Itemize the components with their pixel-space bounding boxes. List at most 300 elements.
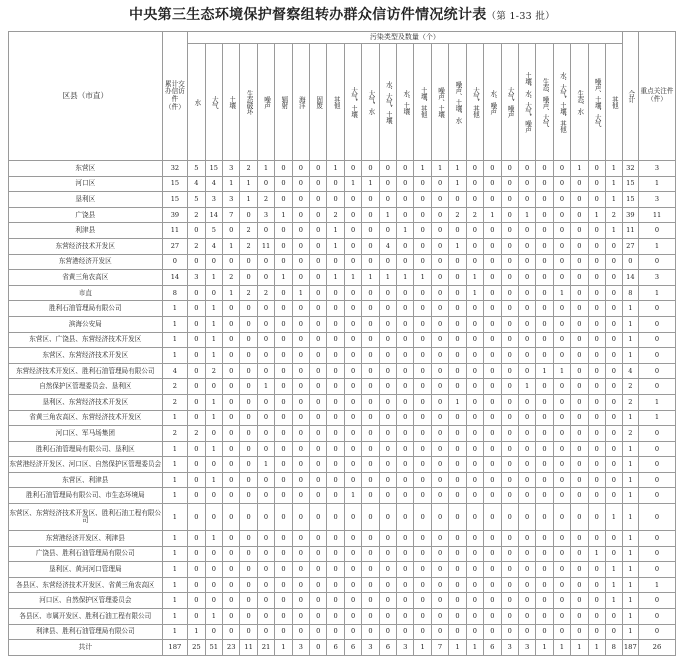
pollution-count-cell: 0 — [275, 472, 292, 488]
region-cell: 利津县、胜利石油管理局有限公司 — [9, 624, 163, 640]
pollution-count-cell: 0 — [414, 562, 431, 578]
pollution-count-cell: 0 — [518, 504, 535, 531]
key-focus-cell: 0 — [639, 254, 676, 270]
key-focus-cell: 1 — [639, 238, 676, 254]
table-row — [9, 207, 676, 223]
region-cell: 东营港经济开发区 — [9, 254, 163, 270]
pollution-count-cell: 0 — [588, 254, 605, 270]
pollution-count-cell: 0 — [605, 609, 622, 625]
pollution-count-cell: 0 — [310, 285, 327, 301]
pollution-count-cell: 0 — [466, 546, 483, 562]
pollution-count-cell: 0 — [414, 441, 431, 457]
sum-cell: 1 — [622, 504, 638, 531]
table-row — [9, 562, 676, 578]
pollution-count-cell: 0 — [257, 394, 274, 410]
header-pollution-type: 其他 — [327, 44, 344, 161]
pollution-count-cell: 1 — [205, 441, 222, 457]
pollution-count-cell: 0 — [536, 379, 553, 395]
pollution-count-cell: 0 — [501, 562, 518, 578]
pollution-count-cell: 0 — [536, 254, 553, 270]
pollution-count-cell: 0 — [257, 472, 274, 488]
pollution-count-cell: 0 — [605, 363, 622, 379]
cumulative-cell: 1 — [162, 609, 188, 625]
pollution-count-cell: 0 — [588, 593, 605, 609]
pollution-count-cell: 1 — [571, 161, 588, 177]
pollution-count-cell: 0 — [327, 562, 344, 578]
pollution-count-cell: 0 — [275, 426, 292, 442]
pollution-count-cell: 0 — [379, 546, 396, 562]
total-row — [9, 640, 676, 656]
key-focus-cell: 0 — [639, 457, 676, 473]
pollution-count-cell: 0 — [257, 562, 274, 578]
pollution-count-cell: 0 — [553, 410, 570, 426]
sum-cell: 14 — [622, 270, 638, 286]
pollution-count-cell: 0 — [223, 394, 240, 410]
pollution-count-cell: 0 — [292, 394, 309, 410]
pollution-count-cell: 1 — [553, 285, 570, 301]
pollution-count-cell: 0 — [223, 504, 240, 531]
pollution-count-cell: 0 — [362, 348, 379, 364]
pollution-count-cell: 0 — [518, 531, 535, 547]
pollution-count-cell: 0 — [362, 254, 379, 270]
pollution-count-cell: 0 — [536, 472, 553, 488]
header-region: 区县（市直） — [9, 32, 163, 161]
pollution-count-cell: 1 — [327, 270, 344, 286]
pollution-count-cell: 0 — [501, 546, 518, 562]
cumulative-cell: 15 — [162, 192, 188, 208]
pollution-count-cell: 0 — [501, 223, 518, 239]
pollution-count-cell: 3 — [205, 192, 222, 208]
region-cell: 利津县 — [9, 223, 163, 239]
header-pollution-type: 生态破坏 — [240, 44, 257, 161]
cumulative-cell: 1 — [162, 531, 188, 547]
pollution-count-cell: 0 — [223, 223, 240, 239]
header-pollution-type: 土壤 — [223, 44, 240, 161]
pollution-count-cell: 0 — [605, 238, 622, 254]
region-cell: 胜利石油管理局有限公司、垦利区 — [9, 441, 163, 457]
table-row — [9, 238, 676, 254]
sum-cell: 0 — [622, 254, 638, 270]
pollution-count-cell: 0 — [275, 238, 292, 254]
pollution-count-cell: 0 — [553, 379, 570, 395]
region-cell: 东营港经济开发区、河口区、自然保护区管理委员会 — [9, 457, 163, 473]
pollution-count-cell: 0 — [275, 609, 292, 625]
pollution-count-cell: 0 — [292, 577, 309, 593]
pollution-count-cell: 0 — [397, 457, 414, 473]
pollution-count-cell: 0 — [344, 223, 361, 239]
pollution-count-cell: 0 — [344, 504, 361, 531]
table-row — [9, 624, 676, 640]
pollution-count-cell: 2 — [240, 238, 257, 254]
pollution-count-cell: 0 — [553, 441, 570, 457]
pollution-count-cell: 0 — [431, 332, 448, 348]
cumulative-cell: 1 — [162, 316, 188, 332]
pollution-count-cell: 0 — [501, 363, 518, 379]
pollution-count-cell: 0 — [292, 472, 309, 488]
total-cell: 6 — [327, 640, 344, 656]
pollution-count-cell: 0 — [397, 577, 414, 593]
table-row — [9, 348, 676, 364]
pollution-count-cell: 0 — [188, 254, 205, 270]
pollution-count-cell: 1 — [518, 207, 535, 223]
pollution-count-cell: 0 — [571, 270, 588, 286]
pollution-count-cell: 0 — [344, 379, 361, 395]
pollution-count-cell: 0 — [501, 410, 518, 426]
sum-cell: 1 — [622, 624, 638, 640]
pollution-count-cell: 0 — [292, 609, 309, 625]
table-row — [9, 285, 676, 301]
pollution-count-cell: 0 — [275, 488, 292, 504]
pollution-count-cell: 0 — [553, 270, 570, 286]
pollution-count-cell: 0 — [188, 562, 205, 578]
pollution-count-cell: 0 — [571, 379, 588, 395]
pollution-count-cell: 0 — [310, 546, 327, 562]
pollution-count-cell: 0 — [484, 238, 501, 254]
pollution-count-cell: 0 — [240, 457, 257, 473]
pollution-count-cell: 0 — [362, 316, 379, 332]
pollution-count-cell: 0 — [449, 301, 466, 317]
pollution-count-cell: 3 — [257, 207, 274, 223]
header-pollution-type: 生态、水 — [571, 44, 588, 161]
pollution-count-cell: 0 — [292, 379, 309, 395]
pollution-count-cell: 11 — [257, 238, 274, 254]
pollution-count-cell: 0 — [275, 192, 292, 208]
pollution-count-cell: 0 — [518, 609, 535, 625]
pollution-count-cell: 0 — [536, 192, 553, 208]
pollution-count-cell: 0 — [188, 457, 205, 473]
pollution-count-cell: 0 — [397, 441, 414, 457]
cumulative-cell: 8 — [162, 285, 188, 301]
pollution-count-cell: 0 — [449, 223, 466, 239]
pollution-count-cell: 0 — [188, 488, 205, 504]
pollution-count-cell: 0 — [536, 332, 553, 348]
pollution-count-cell: 0 — [292, 316, 309, 332]
pollution-count-cell: 0 — [484, 593, 501, 609]
pollution-count-cell: 0 — [414, 488, 431, 504]
pollution-count-cell: 0 — [397, 238, 414, 254]
pollution-count-cell: 0 — [553, 332, 570, 348]
pollution-count-cell: 0 — [536, 316, 553, 332]
key-focus-cell: 1 — [639, 577, 676, 593]
pollution-count-cell: 0 — [275, 441, 292, 457]
sum-cell: 1 — [622, 348, 638, 364]
header-pollution-type: 噪声、土壤、大气 — [588, 44, 605, 161]
pollution-count-cell: 0 — [484, 348, 501, 364]
sum-cell: 2 — [622, 426, 638, 442]
header-pollution-type: 固废 — [310, 44, 327, 161]
pollution-count-cell: 0 — [397, 176, 414, 192]
pollution-count-cell: 0 — [240, 394, 257, 410]
pollution-count-cell: 0 — [344, 426, 361, 442]
pollution-count-cell: 0 — [518, 546, 535, 562]
region-cell: 东营区、利津县 — [9, 472, 163, 488]
region-cell: 垦利区、黄河河口管理局 — [9, 562, 163, 578]
sum-cell: 1 — [622, 301, 638, 317]
pollution-count-cell: 0 — [466, 577, 483, 593]
header-pollution-type: 大气、噪声 — [501, 44, 518, 161]
pollution-count-cell: 0 — [310, 161, 327, 177]
cumulative-cell: 1 — [162, 562, 188, 578]
pollution-count-cell: 0 — [484, 410, 501, 426]
pollution-count-cell: 0 — [310, 254, 327, 270]
pollution-count-cell: 0 — [605, 332, 622, 348]
pollution-count-cell: 0 — [257, 254, 274, 270]
pollution-count-cell: 1 — [536, 363, 553, 379]
pollution-count-cell: 0 — [501, 457, 518, 473]
pollution-count-cell: 0 — [449, 348, 466, 364]
pollution-count-cell: 1 — [605, 562, 622, 578]
pollution-count-cell: 0 — [205, 593, 222, 609]
pollution-count-cell: 0 — [310, 223, 327, 239]
cumulative-cell: 2 — [162, 394, 188, 410]
pollution-count-cell: 0 — [205, 254, 222, 270]
pollution-count-cell: 1 — [484, 207, 501, 223]
sum-cell: 2 — [622, 379, 638, 395]
pollution-count-cell: 0 — [571, 410, 588, 426]
pollution-count-cell: 0 — [518, 176, 535, 192]
pollution-count-cell: 0 — [310, 531, 327, 547]
pollution-count-cell: 1 — [414, 270, 431, 286]
pollution-count-cell: 0 — [588, 426, 605, 442]
pollution-count-cell: 0 — [536, 426, 553, 442]
cumulative-cell: 2 — [162, 379, 188, 395]
pollution-count-cell: 0 — [240, 332, 257, 348]
pollution-count-cell: 1 — [397, 223, 414, 239]
pollution-count-cell: 0 — [344, 593, 361, 609]
pollution-count-cell: 0 — [414, 332, 431, 348]
pollution-count-cell: 0 — [240, 379, 257, 395]
pollution-count-cell: 0 — [553, 161, 570, 177]
pollution-count-cell: 0 — [536, 285, 553, 301]
pollution-count-cell: 0 — [571, 207, 588, 223]
table-row — [9, 316, 676, 332]
pollution-count-cell: 0 — [344, 410, 361, 426]
pollution-count-cell: 0 — [310, 457, 327, 473]
pollution-count-cell: 0 — [257, 363, 274, 379]
pollution-count-cell: 0 — [379, 332, 396, 348]
pollution-count-cell: 1 — [223, 238, 240, 254]
pollution-count-cell: 0 — [466, 238, 483, 254]
pollution-count-cell: 1 — [327, 223, 344, 239]
sum-cell: 1 — [622, 531, 638, 547]
pollution-count-cell: 0 — [536, 207, 553, 223]
pollution-count-cell: 0 — [379, 593, 396, 609]
pollution-count-cell: 0 — [431, 609, 448, 625]
pollution-count-cell: 0 — [275, 457, 292, 473]
pollution-count-cell: 0 — [536, 394, 553, 410]
pollution-count-cell: 0 — [292, 504, 309, 531]
pollution-count-cell: 0 — [362, 161, 379, 177]
pollution-count-cell: 0 — [518, 161, 535, 177]
pollution-count-cell: 0 — [501, 176, 518, 192]
key-focus-cell: 0 — [639, 472, 676, 488]
pollution-count-cell: 0 — [484, 223, 501, 239]
table-row — [9, 223, 676, 239]
pollution-count-cell: 0 — [484, 161, 501, 177]
pollution-count-cell: 0 — [553, 593, 570, 609]
pollution-count-cell: 0 — [257, 441, 274, 457]
sum-cell: 11 — [622, 223, 638, 239]
pollution-count-cell: 0 — [536, 531, 553, 547]
pollution-count-cell: 0 — [362, 577, 379, 593]
region-cell: 东营经济技术开发区 — [9, 238, 163, 254]
pollution-count-cell: 0 — [571, 624, 588, 640]
pollution-count-cell: 0 — [275, 577, 292, 593]
pollution-count-cell: 0 — [362, 472, 379, 488]
pollution-count-cell: 0 — [310, 379, 327, 395]
pollution-count-cell: 0 — [588, 161, 605, 177]
pollution-count-cell: 0 — [501, 426, 518, 442]
cumulative-cell: 0 — [162, 254, 188, 270]
pollution-count-cell: 2 — [257, 192, 274, 208]
table-row — [9, 301, 676, 317]
pollution-count-cell: 0 — [501, 472, 518, 488]
pollution-count-cell: 0 — [379, 562, 396, 578]
pollution-count-cell: 0 — [588, 332, 605, 348]
sum-cell: 1 — [622, 562, 638, 578]
total-cell: 21 — [257, 640, 274, 656]
pollution-count-cell: 4 — [188, 176, 205, 192]
pollution-count-cell: 0 — [240, 609, 257, 625]
pollution-count-cell: 1 — [344, 270, 361, 286]
key-focus-cell: 1 — [639, 394, 676, 410]
total-key-cell: 26 — [639, 640, 676, 656]
pollution-count-cell: 0 — [223, 562, 240, 578]
pollution-count-cell: 0 — [292, 593, 309, 609]
pollution-count-cell: 0 — [484, 301, 501, 317]
sum-cell: 1 — [622, 488, 638, 504]
sum-cell: 1 — [622, 546, 638, 562]
pollution-count-cell: 0 — [414, 348, 431, 364]
pollution-count-cell: 2 — [240, 223, 257, 239]
pollution-count-cell: 0 — [605, 270, 622, 286]
pollution-count-cell: 0 — [362, 624, 379, 640]
pollution-count-cell: 0 — [240, 316, 257, 332]
pollution-count-cell: 0 — [205, 504, 222, 531]
pollution-count-cell: 0 — [257, 176, 274, 192]
key-focus-cell: 1 — [639, 285, 676, 301]
pollution-count-cell: 0 — [292, 457, 309, 473]
pollution-count-cell: 0 — [501, 192, 518, 208]
table-row — [9, 254, 676, 270]
pollution-count-cell: 2 — [327, 207, 344, 223]
pollution-count-cell: 0 — [536, 441, 553, 457]
pollution-count-cell: 0 — [484, 363, 501, 379]
pollution-count-cell: 0 — [275, 531, 292, 547]
pollution-count-cell: 0 — [588, 301, 605, 317]
header-pollution-type: 噪声、土壤、水 — [449, 44, 466, 161]
table-header — [9, 32, 676, 161]
pollution-count-cell: 0 — [518, 223, 535, 239]
pollution-count-cell: 0 — [431, 254, 448, 270]
pollution-count-cell: 0 — [240, 301, 257, 317]
total-cell: 1 — [571, 640, 588, 656]
pollution-count-cell: 1 — [240, 192, 257, 208]
pollution-count-cell: 0 — [414, 301, 431, 317]
pollution-count-cell: 1 — [449, 238, 466, 254]
key-focus-cell: 0 — [639, 348, 676, 364]
pollution-count-cell: 0 — [605, 457, 622, 473]
pollution-count-cell: 0 — [379, 285, 396, 301]
pollution-count-cell: 0 — [223, 609, 240, 625]
pollution-count-cell: 0 — [588, 223, 605, 239]
total-cell: 6 — [379, 640, 396, 656]
pollution-count-cell: 0 — [501, 593, 518, 609]
pollution-count-cell: 0 — [501, 270, 518, 286]
pollution-count-cell: 0 — [414, 316, 431, 332]
pollution-count-cell: 0 — [553, 531, 570, 547]
pollution-count-cell: 0 — [466, 426, 483, 442]
pollution-count-cell: 0 — [466, 410, 483, 426]
pollution-count-cell: 0 — [327, 363, 344, 379]
sum-cell: 32 — [622, 161, 638, 177]
pollution-count-cell: 0 — [205, 488, 222, 504]
pollution-count-cell: 0 — [431, 472, 448, 488]
pollution-count-cell: 0 — [292, 161, 309, 177]
pollution-count-cell: 0 — [449, 379, 466, 395]
pollution-count-cell: 0 — [484, 394, 501, 410]
pollution-count-cell: 1 — [605, 504, 622, 531]
pollution-count-cell: 0 — [571, 394, 588, 410]
pollution-count-cell: 0 — [188, 472, 205, 488]
pollution-count-cell: 0 — [344, 394, 361, 410]
pollution-count-cell: 0 — [431, 488, 448, 504]
pollution-count-cell: 0 — [188, 577, 205, 593]
pollution-count-cell: 0 — [379, 441, 396, 457]
pollution-count-cell: 0 — [571, 546, 588, 562]
pollution-count-cell: 0 — [188, 223, 205, 239]
pollution-count-cell: 0 — [414, 254, 431, 270]
pollution-count-cell: 0 — [344, 285, 361, 301]
pollution-count-cell: 0 — [449, 488, 466, 504]
pollution-count-cell: 0 — [449, 562, 466, 578]
pollution-count-cell: 0 — [275, 176, 292, 192]
pollution-count-cell: 0 — [292, 441, 309, 457]
pollution-count-cell: 0 — [605, 348, 622, 364]
pollution-count-cell: 0 — [414, 379, 431, 395]
pollution-count-cell: 0 — [571, 363, 588, 379]
pollution-count-cell: 0 — [327, 301, 344, 317]
pollution-count-cell: 1 — [379, 270, 396, 286]
pollution-count-cell: 0 — [379, 577, 396, 593]
key-focus-cell: 0 — [639, 546, 676, 562]
pollution-count-cell: 0 — [310, 624, 327, 640]
pollution-count-cell: 1 — [379, 207, 396, 223]
pollution-count-cell: 0 — [362, 546, 379, 562]
key-focus-cell: 0 — [639, 488, 676, 504]
key-focus-cell: 0 — [639, 363, 676, 379]
key-focus-cell: 0 — [639, 531, 676, 547]
pollution-count-cell: 1 — [205, 270, 222, 286]
pollution-count-cell: 0 — [327, 285, 344, 301]
pollution-count-cell: 0 — [292, 301, 309, 317]
pollution-count-cell: 0 — [414, 426, 431, 442]
pollution-count-cell: 4 — [205, 176, 222, 192]
cumulative-cell: 1 — [162, 472, 188, 488]
pollution-count-cell: 0 — [240, 593, 257, 609]
pollution-count-cell: 0 — [257, 546, 274, 562]
pollution-count-cell: 0 — [449, 624, 466, 640]
pollution-count-cell: 0 — [501, 316, 518, 332]
pollution-count-cell: 0 — [379, 504, 396, 531]
pollution-count-cell: 0 — [310, 609, 327, 625]
pollution-count-cell: 0 — [344, 301, 361, 317]
table-row — [9, 176, 676, 192]
pollution-count-cell: 0 — [292, 546, 309, 562]
pollution-count-cell: 0 — [501, 379, 518, 395]
cumulative-cell: 1 — [162, 410, 188, 426]
pollution-count-cell: 0 — [275, 410, 292, 426]
